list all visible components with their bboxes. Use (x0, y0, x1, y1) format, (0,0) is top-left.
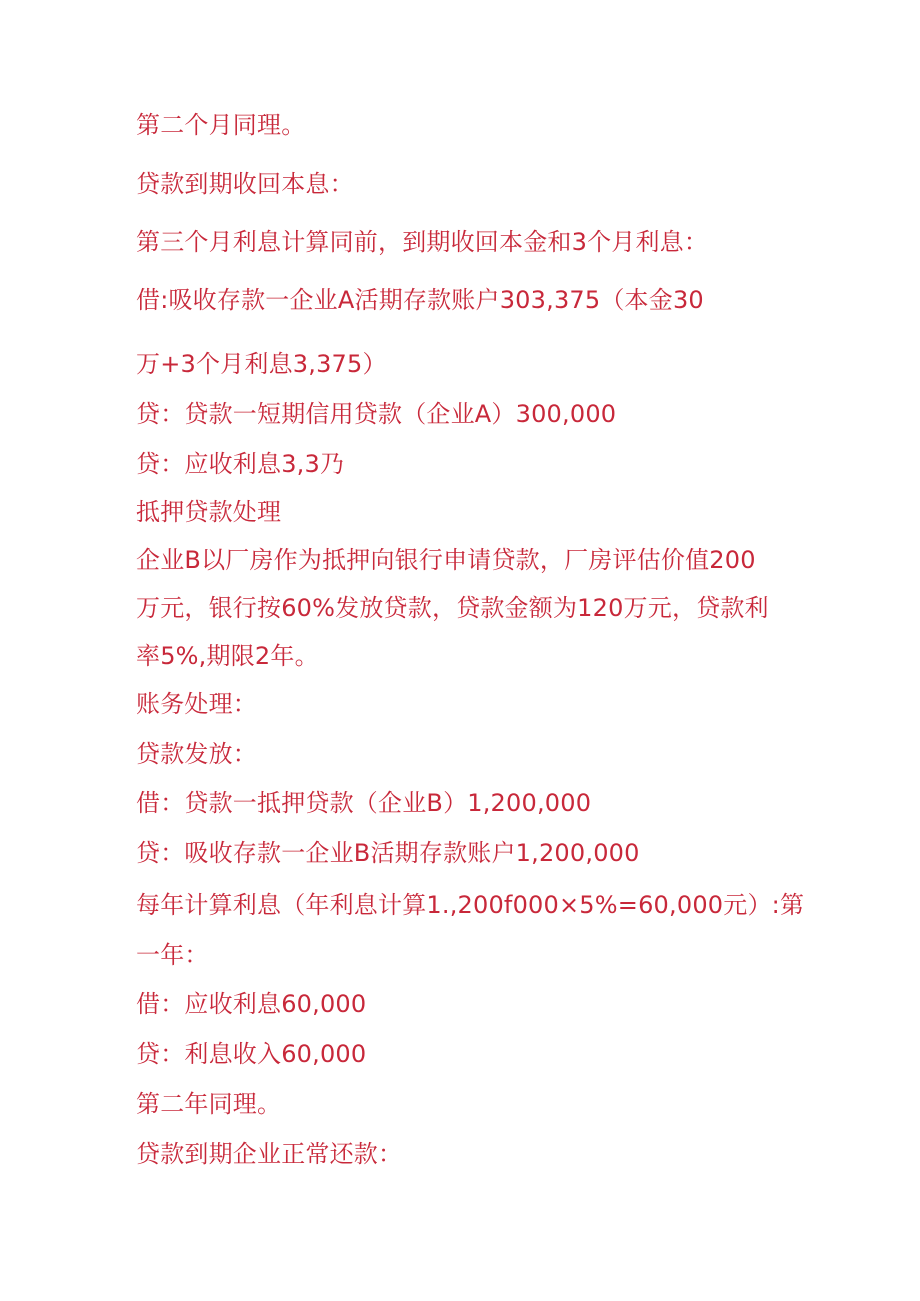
text-line: 借：应收利息60,000 (136, 990, 367, 1018)
text-line: 贷：吸收存款一企业B活期存款账户1,200,000 (136, 839, 640, 867)
section-heading: 抵押贷款处理 (136, 498, 282, 526)
text-line: 率5%,期限2年。 (136, 642, 319, 670)
text-line: 账务处理： (136, 690, 257, 718)
text-line: 借：贷款一抵押贷款（企业B）1,200,000 (136, 789, 592, 817)
text-line: 万元，银行按60%发放贷款，贷款金额为120万元，贷款利 (136, 594, 769, 622)
text-line: 企业B以厂房作为抵押向银行申请贷款，厂房评估价值200 (136, 546, 756, 574)
text-line: 第二年同理。 (136, 1090, 282, 1118)
text-line: 贷款发放： (136, 740, 257, 768)
text-line: 贷款到期企业正常还款： (136, 1140, 403, 1168)
text-line: 贷：应收利息3,3乃 (136, 450, 345, 478)
text-line: 第二个月同理。 (136, 111, 306, 139)
text-line: 贷款到期收回本息： (136, 170, 354, 198)
text-line: 第三个月利息计算同前，到期收回本金和3个月利息： (136, 228, 709, 256)
text-line: 借:吸收存款一企业A活期存款账户303,375（本金30 (136, 286, 704, 314)
text-line: 贷：利息收入60,000 (136, 1040, 367, 1068)
text-line: 每年计算利息（年利息计算1.,200f000×5%=60,000元）:第 (136, 891, 805, 919)
text-line: 贷：贷款一短期信用贷款（企业A）300,000 (136, 400, 617, 428)
text-line: 一年： (136, 941, 209, 969)
text-line: 万+3个月利息3,375） (136, 350, 387, 378)
